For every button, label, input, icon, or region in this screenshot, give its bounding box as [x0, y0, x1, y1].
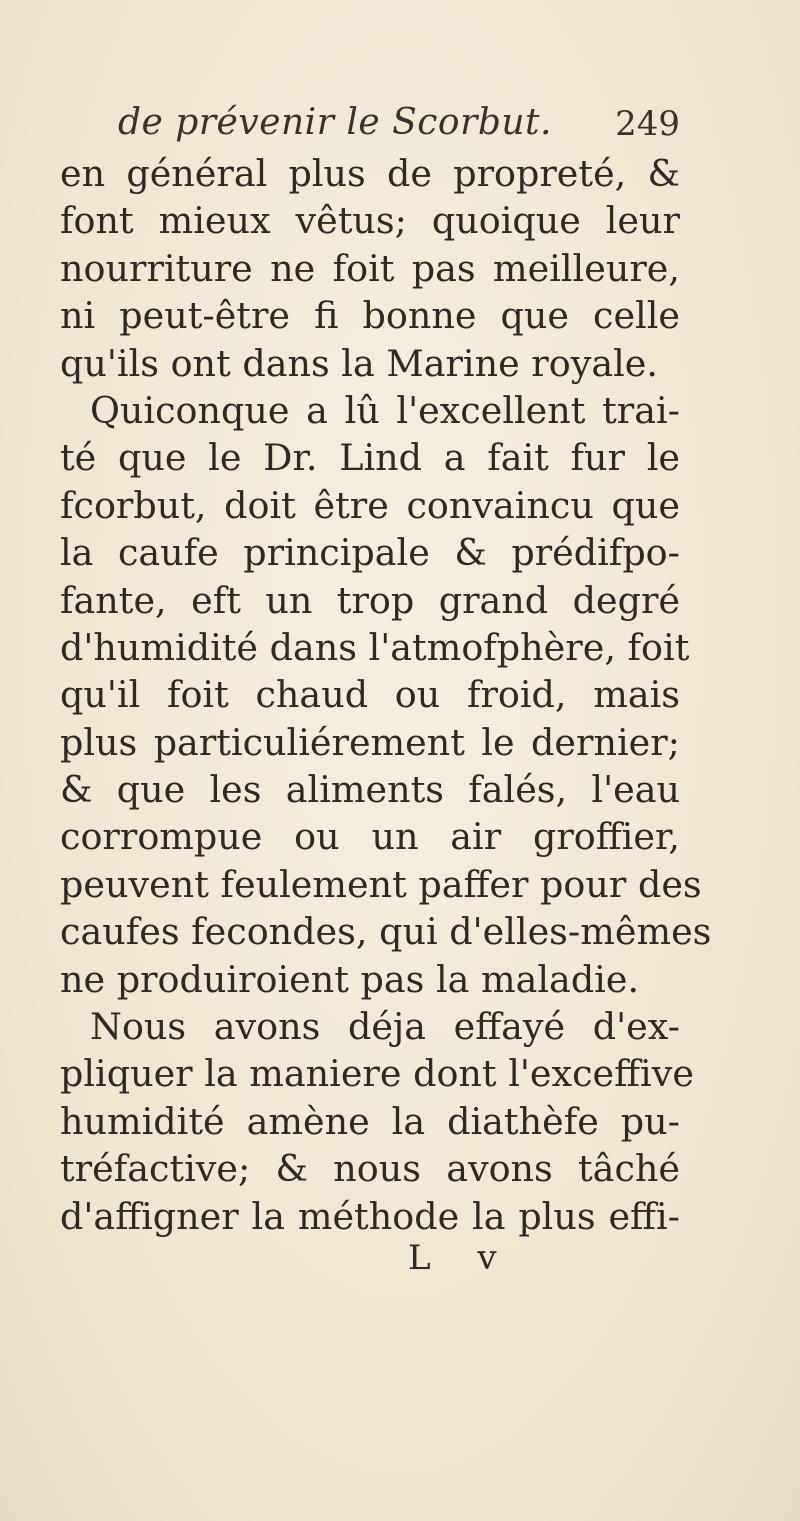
text-line: caufes fecondes, qui d'elles-mêmes	[60, 910, 712, 954]
text-line: corrompue ou un air groffier,	[60, 815, 680, 859]
text-line: humidité amène la diathèfe pu-	[60, 1099, 680, 1143]
text-line: fcorbut, doit être convaincu que	[60, 483, 680, 527]
running-head: de prévenir le Scorbut.	[118, 102, 552, 143]
catchword-signature: L v	[408, 1238, 515, 1278]
text-line: tréfactive; & nous avons tâché	[60, 1147, 680, 1191]
text-line: Quiconque a lû l'excellent trai-	[90, 388, 680, 432]
text-line: nourriture ne foit pas meilleure,	[60, 246, 680, 290]
text-line: fante, eft un trop grand degré	[60, 578, 680, 622]
text-line: d'affigner la méthode la plus effi-	[60, 1194, 680, 1238]
body-text	[60, 150, 712, 1240]
text-line: d'humidité dans l'atmofphère, foit	[60, 625, 690, 669]
text-line: qu'il foit chaud ou froid, mais	[60, 673, 680, 717]
text-line: qu'ils ont dans la Marine royale.	[60, 341, 658, 385]
text-line: font mieux vêtus; quoique leur	[60, 199, 680, 243]
text-line: Nous avons déja effayé d'ex-	[90, 1005, 680, 1049]
text-line: té que le Dr. Lind a fait fur le	[60, 436, 680, 480]
text-line: pliquer la maniere dont l'exceffive	[60, 1052, 694, 1096]
text-line: la caufe principale & prédifpo-	[60, 531, 680, 575]
text-line: plus particuliérement le dernier;	[60, 720, 680, 764]
text-line: en général plus de propreté, &	[60, 152, 680, 195]
text-line: peuvent feulement paffer pour des	[60, 862, 702, 906]
page-header	[118, 102, 680, 152]
text-line: ni peut-être fi bonne que celle	[60, 294, 680, 338]
page-number: 249	[615, 104, 680, 144]
text-line: & que les aliments falés, l'eau	[60, 768, 680, 812]
text-line: ne produiroient pas la maladie.	[60, 957, 640, 1001]
